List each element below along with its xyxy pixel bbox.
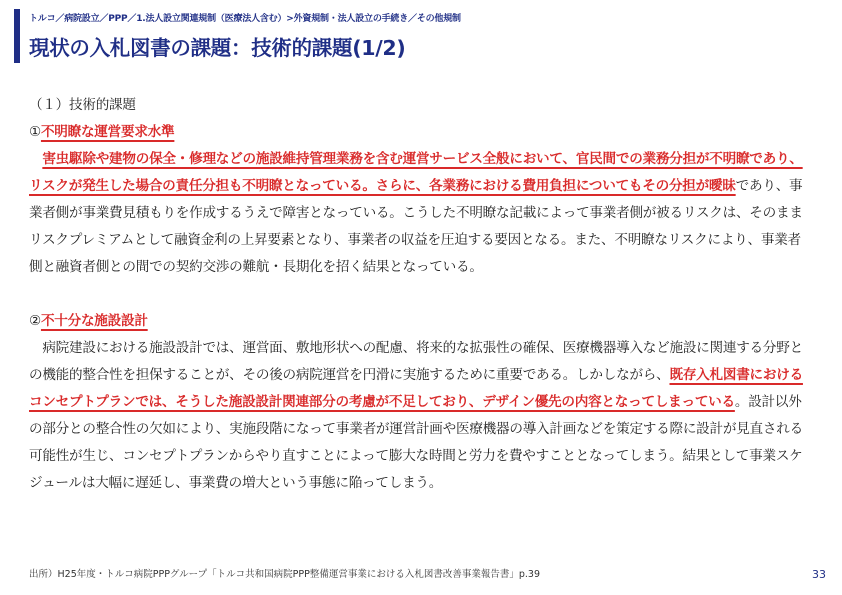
issue2-heading — [29, 308, 814, 335]
issue2-paragraph — [29, 335, 814, 497]
issue2-number: ② — [29, 313, 41, 329]
issue1-number: ① — [29, 124, 41, 140]
issue2-title: 不十分な施設設計 — [40, 313, 148, 329]
issue2-text-before: 病院建設における施設設計では、運営面、敷地形状への配慮、将来的な拡張性の確保、医療機器導入など施設に関連する分野との機能的整合性を担保することが、その後の病院運営を円滑に実施するために重要である。しかしながら、 — [29, 340, 803, 383]
issue1-title: 不明瞭な運営要求水準 — [40, 124, 175, 140]
issue1-text: であり、事業者側が事業費見積もりを作成するうえで障害となっている。こうした不明瞭な記載によって事業者側が被るリスクは、そのままリスクプレミアムとして融資金利の上昇要素となり、事業者の収益を圧迫する要因となる。また、不明瞭なリスクにより、事業者側と融資者側との間での契約交渉の難航・長期化を招く結果となっている。 — [29, 178, 803, 275]
page-title: 現状の入札図書の課題：技術的課題(1/2) — [29, 36, 406, 60]
issue2-text-after: 。設計以外の部分との整合性の欠如により、実施段階になって事業者が運営計画や医療機器の導入計画などを策定する際に設計が見直される可能性が生じ、コンセプトプランからやり直すことによって膨大な時間と労力を費やすこととなってしまう。結果として事業スケジュールは大幅に遅延し、事業費の増大という事態に陥ってしまう。 — [29, 394, 803, 491]
issue1-highlight: 害虫駆除や建物の保全・修理などの施設維持管理業務を含む運営サービス全般において、官民間での業務分担が不明瞭であり、リスクが発生した場合の責任分担も不明瞭となっている。さらに、各業務における費用負担についてもその分担が曖昧 — [29, 151, 803, 194]
section-heading: （１）技術的課題 — [29, 97, 136, 113]
title-accent-bar — [14, 9, 20, 63]
breadcrumb: トルコ／病院設立／PPP／1.法人設立関連規制（医療法人含む）>外資規制・法人設立の手続き／その他規制 — [29, 14, 461, 24]
issue1-paragraph — [29, 146, 814, 281]
main-content — [29, 92, 814, 497]
source-citation: 出所）H25年度・トルコ病院PPPグループ「トルコ共和国病院PPP整備運営事業における入札図書改善事業報告書」p.39 — [29, 569, 540, 580]
paragraph-spacer — [29, 281, 814, 308]
page-number: 33 — [812, 568, 826, 581]
issue1-heading — [29, 119, 814, 146]
issue2-highlight: 既存入札図書におけるコンセプトプランでは、そうした施設設計関連部分の考慮が不足しており、デザイン優先の内容となってしまっている — [29, 367, 803, 410]
